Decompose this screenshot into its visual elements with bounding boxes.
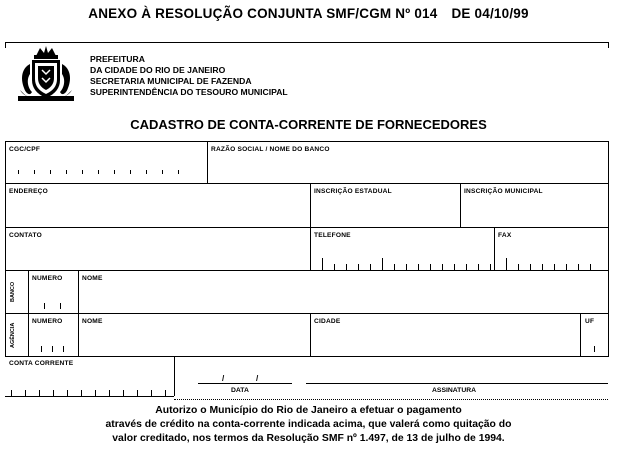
cidade-divider — [310, 313, 311, 356]
assinatura-label: ASSINATURA — [432, 387, 477, 394]
document-title — [0, 6, 617, 21]
inscricao-municipal-label: INSCRIÇÃO MUNICIPAL — [464, 188, 543, 195]
cidade-label: CIDADE — [314, 318, 341, 325]
row-5-top — [5, 313, 609, 314]
row-3-divider-2 — [494, 227, 495, 270]
right-border — [608, 141, 609, 356]
banco-digit-ticks — [44, 303, 61, 309]
row-4-top — [5, 270, 609, 271]
row-3-top — [5, 227, 609, 228]
date-slash-2: / — [256, 374, 259, 383]
agencia-numero-divider — [78, 313, 79, 356]
banco-side-label: BANCO — [10, 281, 16, 302]
row-1-divider — [207, 141, 208, 183]
row-2-top — [5, 183, 609, 184]
uf-digit-tick — [594, 346, 595, 352]
separator-dotted-line — [174, 399, 608, 400]
data-label: DATA — [231, 387, 249, 394]
agencia-side-label: AGÊNCIA — [10, 322, 16, 348]
authorization-line-2: através de crédito na conta-corrente indicada acima, que valerá como quitação do — [105, 419, 512, 430]
row-2-divider-2 — [460, 183, 461, 227]
authorization-line-3: valor creditado, nos termos da Resolução SMF nº 1.497, de 13 de julho de 1994. — [112, 433, 505, 444]
banco-side-divider — [28, 270, 29, 313]
authorization-line-1: Autorizo o Município do Rio de Janeiro a efetuar o pagamento — [155, 405, 462, 416]
agencia-numero-label: NUMERO — [32, 318, 63, 325]
header-line-1: PREFEITURA — [90, 54, 145, 64]
contato-label: CONTATO — [9, 232, 42, 239]
conta-corrente-divider — [174, 356, 175, 396]
date-slash-1: / — [222, 374, 225, 383]
razao-social-label: RAZÃO SOCIAL / NOME DO BANCO — [211, 146, 330, 153]
conta-corrente-label: CONTA CORRENTE — [9, 360, 74, 367]
banco-numero-divider — [78, 270, 79, 313]
cgc-cpf-digit-ticks — [18, 170, 179, 174]
banco-numero-label: NUMERO — [32, 275, 63, 282]
row-1-top — [5, 141, 609, 142]
agencia-side-divider — [28, 313, 29, 356]
fax-digit-ticks — [506, 258, 591, 270]
form-title: CADASTRO DE CONTA-CORRENTE DE FORNECEDORES — [130, 117, 487, 132]
header-line-4: SUPERINTENDÊNCIA DO TESOURO MUNICIPAL — [90, 87, 288, 97]
date-line — [198, 383, 292, 384]
uf-label: UF — [585, 318, 595, 325]
agencia-digit-ticks — [41, 346, 64, 352]
cgc-cpf-label: CGC/CPF — [9, 146, 41, 153]
uf-divider — [580, 313, 581, 356]
top-left-tick — [5, 42, 6, 48]
header-line-2: DA CIDADE DO RIO DE JANEIRO — [90, 65, 226, 75]
top-right-tick — [608, 42, 609, 48]
conta-corrente-baseline — [5, 396, 174, 397]
row-6-top — [5, 356, 609, 357]
banco-nome-label: NOME — [82, 275, 103, 282]
agencia-nome-label: NOME — [82, 318, 103, 325]
city-crest-icon — [14, 44, 78, 106]
top-border — [5, 42, 609, 43]
title-date: DE 04/10/99 — [451, 6, 529, 21]
telefone-digit-ticks — [322, 258, 491, 270]
endereco-label: ENDEREÇO — [9, 188, 48, 195]
title-text: ANEXO À RESOLUÇÃO CONJUNTA SMF/CGM Nº 014 — [88, 6, 438, 21]
telefone-label: TELEFONE — [314, 232, 351, 239]
fax-label: FAX — [498, 232, 512, 239]
conta-corrente-digit-ticks — [11, 390, 166, 396]
inscricao-estadual-label: INSCRIÇÃO ESTADUAL — [314, 188, 392, 195]
header-line-3: SECRETARIA MUNICIPAL DE FAZENDA — [90, 76, 252, 86]
row-2-divider-1 — [310, 183, 311, 227]
row-3-divider-1 — [310, 227, 311, 270]
left-border — [5, 141, 6, 356]
signature-line — [306, 383, 608, 384]
